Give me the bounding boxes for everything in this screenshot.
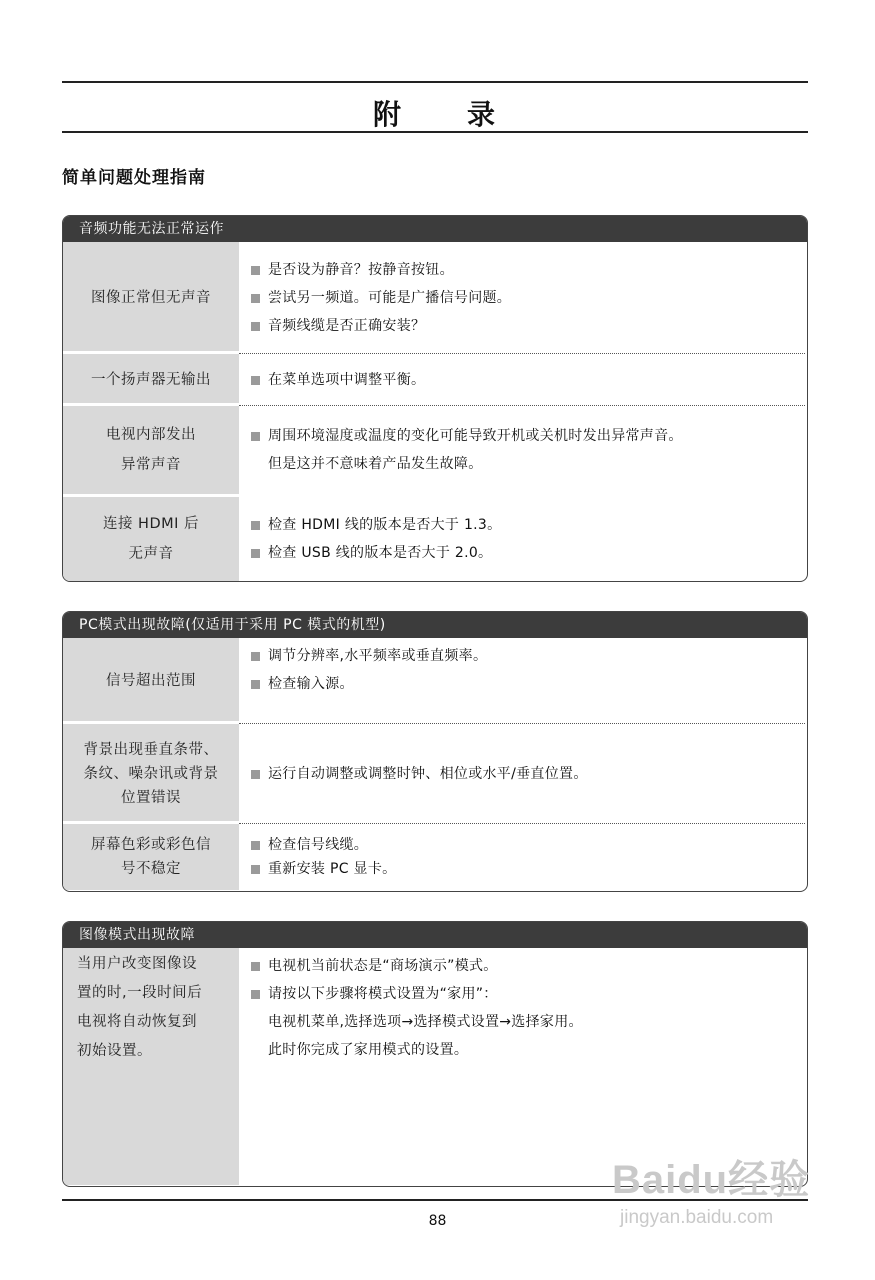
page-title: [62, 93, 808, 133]
title-rule: [62, 131, 808, 133]
solution-item: 尝试另一频道。可能是广播信号问题。: [251, 284, 807, 312]
table-row: [63, 638, 807, 724]
symptom-text: 无声音: [128, 546, 174, 562]
square-bullet-icon: [251, 322, 260, 331]
square-bullet-icon: [251, 432, 260, 441]
solution-item: 检查 USB 线的版本是否大于 2.0。: [251, 539, 807, 567]
square-bullet-icon: [251, 376, 260, 385]
symptom-text: 异常声音: [121, 457, 181, 473]
symptom-text: 图像正常但无声音: [91, 290, 211, 306]
solution-cell: [239, 497, 807, 581]
square-bullet-icon: [251, 521, 260, 530]
symptom-cell: [63, 948, 239, 1185]
solution-continuation: 但是这并不意味着产品发生故障。: [268, 456, 483, 472]
solution-item: 运行自动调整或调整时钟、相位或水平/垂直位置。: [251, 760, 807, 788]
square-bullet-icon: [251, 841, 260, 850]
symptom-text: 位置错误: [121, 790, 181, 806]
square-bullet-icon: [251, 770, 260, 779]
solution-item: 检查 HDMI 线的版本是否大于 1.3。: [251, 511, 807, 539]
square-bullet-icon: [251, 680, 260, 689]
symptom-text: 一个扬声器无输出: [91, 372, 211, 388]
square-bullet-icon: [251, 962, 260, 971]
solution-continuation: 此时你完成了家用模式的设置。: [268, 1042, 469, 1058]
solution-item: 请按以下步骤将模式设置为“家用”：: [251, 980, 807, 1008]
symptom-text: 电视内部发出: [106, 427, 196, 443]
solution-continuation: 电视机菜单,选择选项→选择模式设置→选择家用。: [268, 1014, 583, 1030]
symptom-text: 当用户改变图像设: [77, 956, 197, 972]
table-row: [63, 354, 807, 406]
symptom-text: 号不稳定: [121, 861, 181, 877]
symptom-text: 信号超出范围: [106, 673, 196, 689]
square-bullet-icon: [251, 294, 260, 303]
watermark-url: jingyan.baidu.com: [620, 1207, 774, 1228]
top-rule: [62, 81, 808, 83]
panel-header: 图像模式出现故障: [63, 922, 807, 948]
square-bullet-icon: [251, 549, 260, 558]
solution-cell: [239, 242, 807, 354]
solution-item: 电视机当前状态是“商场演示”模式。: [251, 952, 807, 980]
solution-item: 音频线缆是否正确安装？: [251, 312, 807, 340]
square-bullet-icon: [251, 865, 260, 874]
square-bullet-icon: [251, 266, 260, 275]
solution-cell: [239, 824, 807, 890]
symptom-text: 电视将自动恢复到: [77, 1014, 197, 1030]
watermark-brand: Baidu经验: [612, 1158, 811, 1202]
page-number: 88: [428, 1213, 447, 1229]
symptom-cell: [63, 242, 239, 354]
square-bullet-icon: [251, 652, 260, 661]
solution-item: 周围环境湿度或温度的变化可能导致开机或关机时发出异常声音。: [251, 422, 807, 450]
solution-item: 检查输入源。: [251, 670, 807, 698]
table-row: [63, 497, 807, 581]
symptom-cell: [63, 638, 239, 724]
panel-header: 音频功能无法正常运作: [63, 216, 807, 242]
symptom-text: 置的时,一段时间后: [77, 985, 203, 1001]
table-row: [63, 824, 807, 890]
solution-item: 是否设为静音？按静音按钮。: [251, 256, 807, 284]
solution-item: 调节分辨率,水平频率或垂直频率。: [251, 642, 807, 670]
symptom-cell: [63, 497, 239, 581]
solution-cell: [239, 638, 807, 724]
page-title-part-2: 录: [467, 98, 498, 131]
table-row: [63, 242, 807, 354]
symptom-text: 条纹、噪杂讯或背景: [83, 766, 219, 782]
symptom-text: 初始设置。: [77, 1043, 152, 1059]
solution-cell: [239, 354, 807, 406]
solution-item: 检查信号线缆。: [251, 833, 807, 857]
table-row: [63, 724, 807, 824]
symptom-text: 屏幕色彩或彩色信: [91, 837, 211, 853]
symptom-cell: [63, 354, 239, 406]
square-bullet-icon: [251, 990, 260, 999]
baidu-jingyan-watermark: [612, 1148, 822, 1248]
symptom-text: 连接 HDMI 后: [102, 516, 200, 532]
table-row: [63, 406, 807, 497]
page-title-part-1: 附: [372, 98, 403, 131]
solution-cell: [239, 406, 807, 494]
symptom-cell: [63, 724, 239, 824]
pc-mode-panel: [62, 611, 808, 892]
audio-panel: [62, 215, 808, 582]
symptom-cell: [63, 406, 239, 494]
symptom-cell: [63, 824, 239, 890]
symptom-text: 背景出现垂直条带、: [83, 742, 219, 758]
solution-cell: [239, 724, 807, 824]
solution-item: 在菜单选项中调整平衡。: [251, 366, 807, 394]
solution-item: 重新安装 PC 显卡。: [251, 857, 807, 881]
section-heading: 简单问题处理指南: [62, 168, 206, 188]
panel-header: PC模式出现故障(仅适用于采用 PC 模式的机型): [63, 612, 807, 638]
